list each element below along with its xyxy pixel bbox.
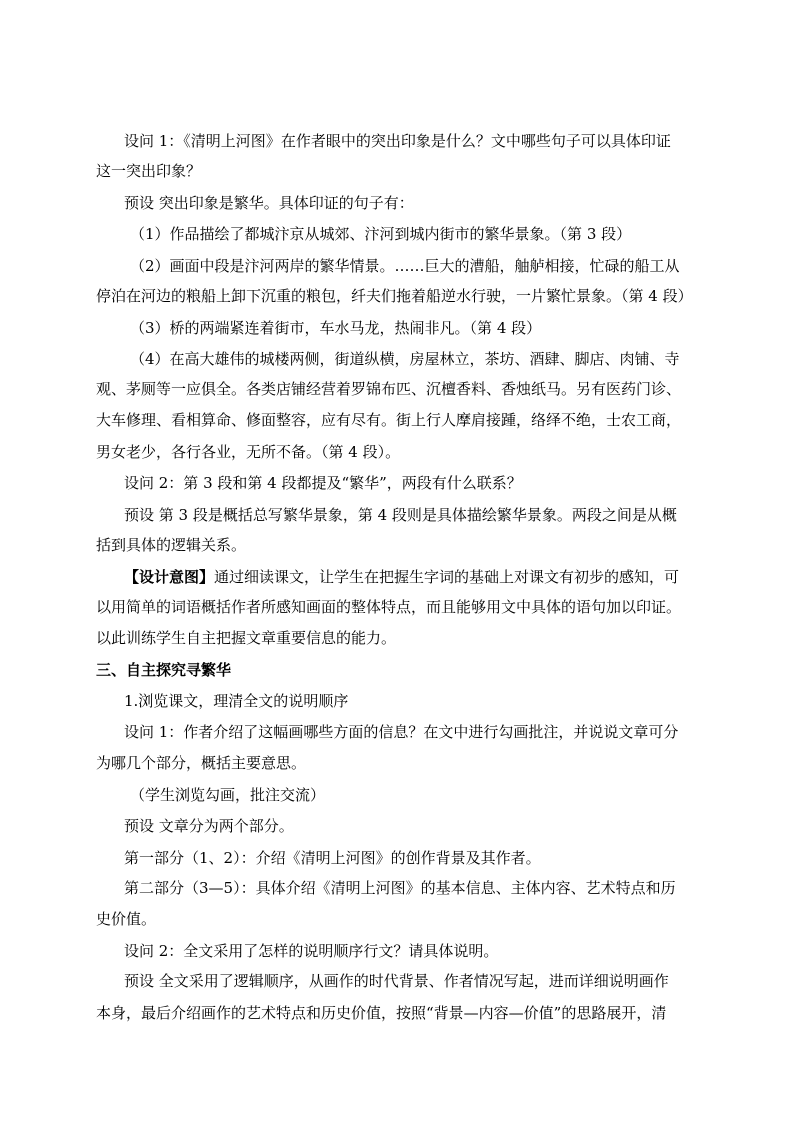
- text-content: 这一突出印象？: [96, 162, 202, 180]
- text-content: 第二部分（3—5）：具体介绍《清明上河图》的基本信息、主体内容、艺术特点和历: [124, 879, 676, 897]
- text-content: 观、茅厕等一应俱全。各类店铺经营着罗锦布匹、沉檀香料、香烛纸马。另有医药门诊、: [96, 380, 682, 398]
- text-line: [124, 193, 716, 213]
- text-content: 为哪几个部分，概括主要意思。: [96, 754, 307, 772]
- text-line: [124, 722, 716, 742]
- text-line: [96, 442, 716, 462]
- text-line: [96, 597, 716, 617]
- text-line: [130, 256, 716, 276]
- text-content: （1）作品描绘了都城汴京从城郊、汴河到城内街市的繁华景象。（第 3 段）: [130, 225, 632, 243]
- text-line: [130, 224, 716, 244]
- text-content: 以此训练学生自主把握文章重要信息的能力。: [96, 629, 397, 647]
- text-content: 设问 1：作者介绍了这幅画哪些方面的信息？在文中进行勾画批注，并说说文章可分: [124, 723, 679, 741]
- text-line: [124, 848, 716, 868]
- text-line: [124, 567, 716, 587]
- text-content: 预设 文章分为两个部分。: [124, 817, 294, 835]
- text-content: （学生浏览勾画，批注交流）: [130, 786, 326, 804]
- text-content: 通过细读课文，让学生在把握生字词的基础上对课文有初步的感知，可: [214, 568, 680, 586]
- text-line: [124, 131, 716, 151]
- text-line: [96, 535, 716, 555]
- text-line: [124, 971, 716, 991]
- text-content: 第一部分（1、2）：介绍《清明上河图》的创作背景及其作者。: [124, 849, 541, 867]
- text-line: [124, 878, 716, 898]
- text-content: 预设 全文采用了逻辑顺序，从画作的时代背景、作者情况写起，进而详细说明画作: [124, 972, 669, 990]
- text-line: [96, 410, 716, 430]
- text-line: [130, 318, 716, 338]
- text-content: 史价值。: [96, 910, 157, 928]
- text-line: [96, 753, 716, 773]
- text-content: 停泊在河边的粮船上卸下沉重的粮包，纤夫们拖着船逆水行驶，一片繁忙景象。（第 4 段）: [96, 287, 693, 305]
- text-line: [130, 349, 716, 369]
- text-content: 预设 第 3 段是概括总写繁华景象，第 4 段则是具体描绘繁华景象。两段之间是从概: [124, 506, 677, 524]
- text-content: 本身，最后介绍画作的艺术特点和历史价值，按照“背景—内容—价值”的思路展开，清: [96, 1004, 667, 1022]
- text-content: （2）画面中段是汴河两岸的繁华情景。……巨大的漕船，舳舻相接，忙碌的船工从: [130, 257, 680, 275]
- text-content: （4）在高大雄伟的城楼两侧，街道纵横，房屋林立，茶坊、酒肆、脚店、肉铺、寺: [130, 350, 680, 368]
- text-content: 设问 1：《清明上河图》在作者眼中的突出印象是什么？文中哪些句子可以具体印证: [124, 132, 671, 150]
- text-line: [124, 691, 716, 711]
- text-content: 设问 2：第 3 段和第 4 段都提及“繁华”，两段有什么联系？: [124, 474, 522, 492]
- text-line: [96, 1003, 716, 1023]
- text-content: 设问 2：全文采用了怎样的说明顺序行文？请具体说明。: [124, 942, 499, 960]
- text-content: 三、自主探究寻繁华: [96, 661, 232, 679]
- text-content: 预设 突出印象是繁华。具体印证的句子有：: [124, 194, 414, 212]
- text-line: [96, 286, 716, 306]
- text-content: 男女老少，各行各业，无所不备。（第 4 段）。: [96, 443, 401, 461]
- text-content: 1.浏览课文，理清全文的说明顺序: [124, 692, 349, 710]
- design-intent-label: 【设计意图】: [124, 568, 215, 586]
- text-line: [96, 628, 716, 648]
- text-line: [96, 379, 716, 399]
- text-content: 以用简单的词语概括作者所感知画面的整体特点，而且能够用文中具体的语句加以印证。: [96, 598, 682, 616]
- text-line: [96, 161, 716, 181]
- text-content: 大车修理、看相算命、修面整容，应有尽有。街上行人摩肩接踵，络绎不绝，士农工商，: [96, 411, 682, 429]
- text-line: [124, 473, 716, 493]
- text-line: [124, 816, 716, 836]
- text-line: [130, 785, 716, 805]
- text-line: [124, 505, 716, 525]
- text-line: [96, 909, 716, 929]
- text-content: （3）桥的两端紧连着街市，车水马龙，热闹非凡。（第 4 段）: [130, 319, 542, 337]
- text-content: 括到具体的逻辑关系。: [96, 536, 247, 554]
- section-heading: [96, 660, 716, 680]
- text-line: [124, 941, 716, 961]
